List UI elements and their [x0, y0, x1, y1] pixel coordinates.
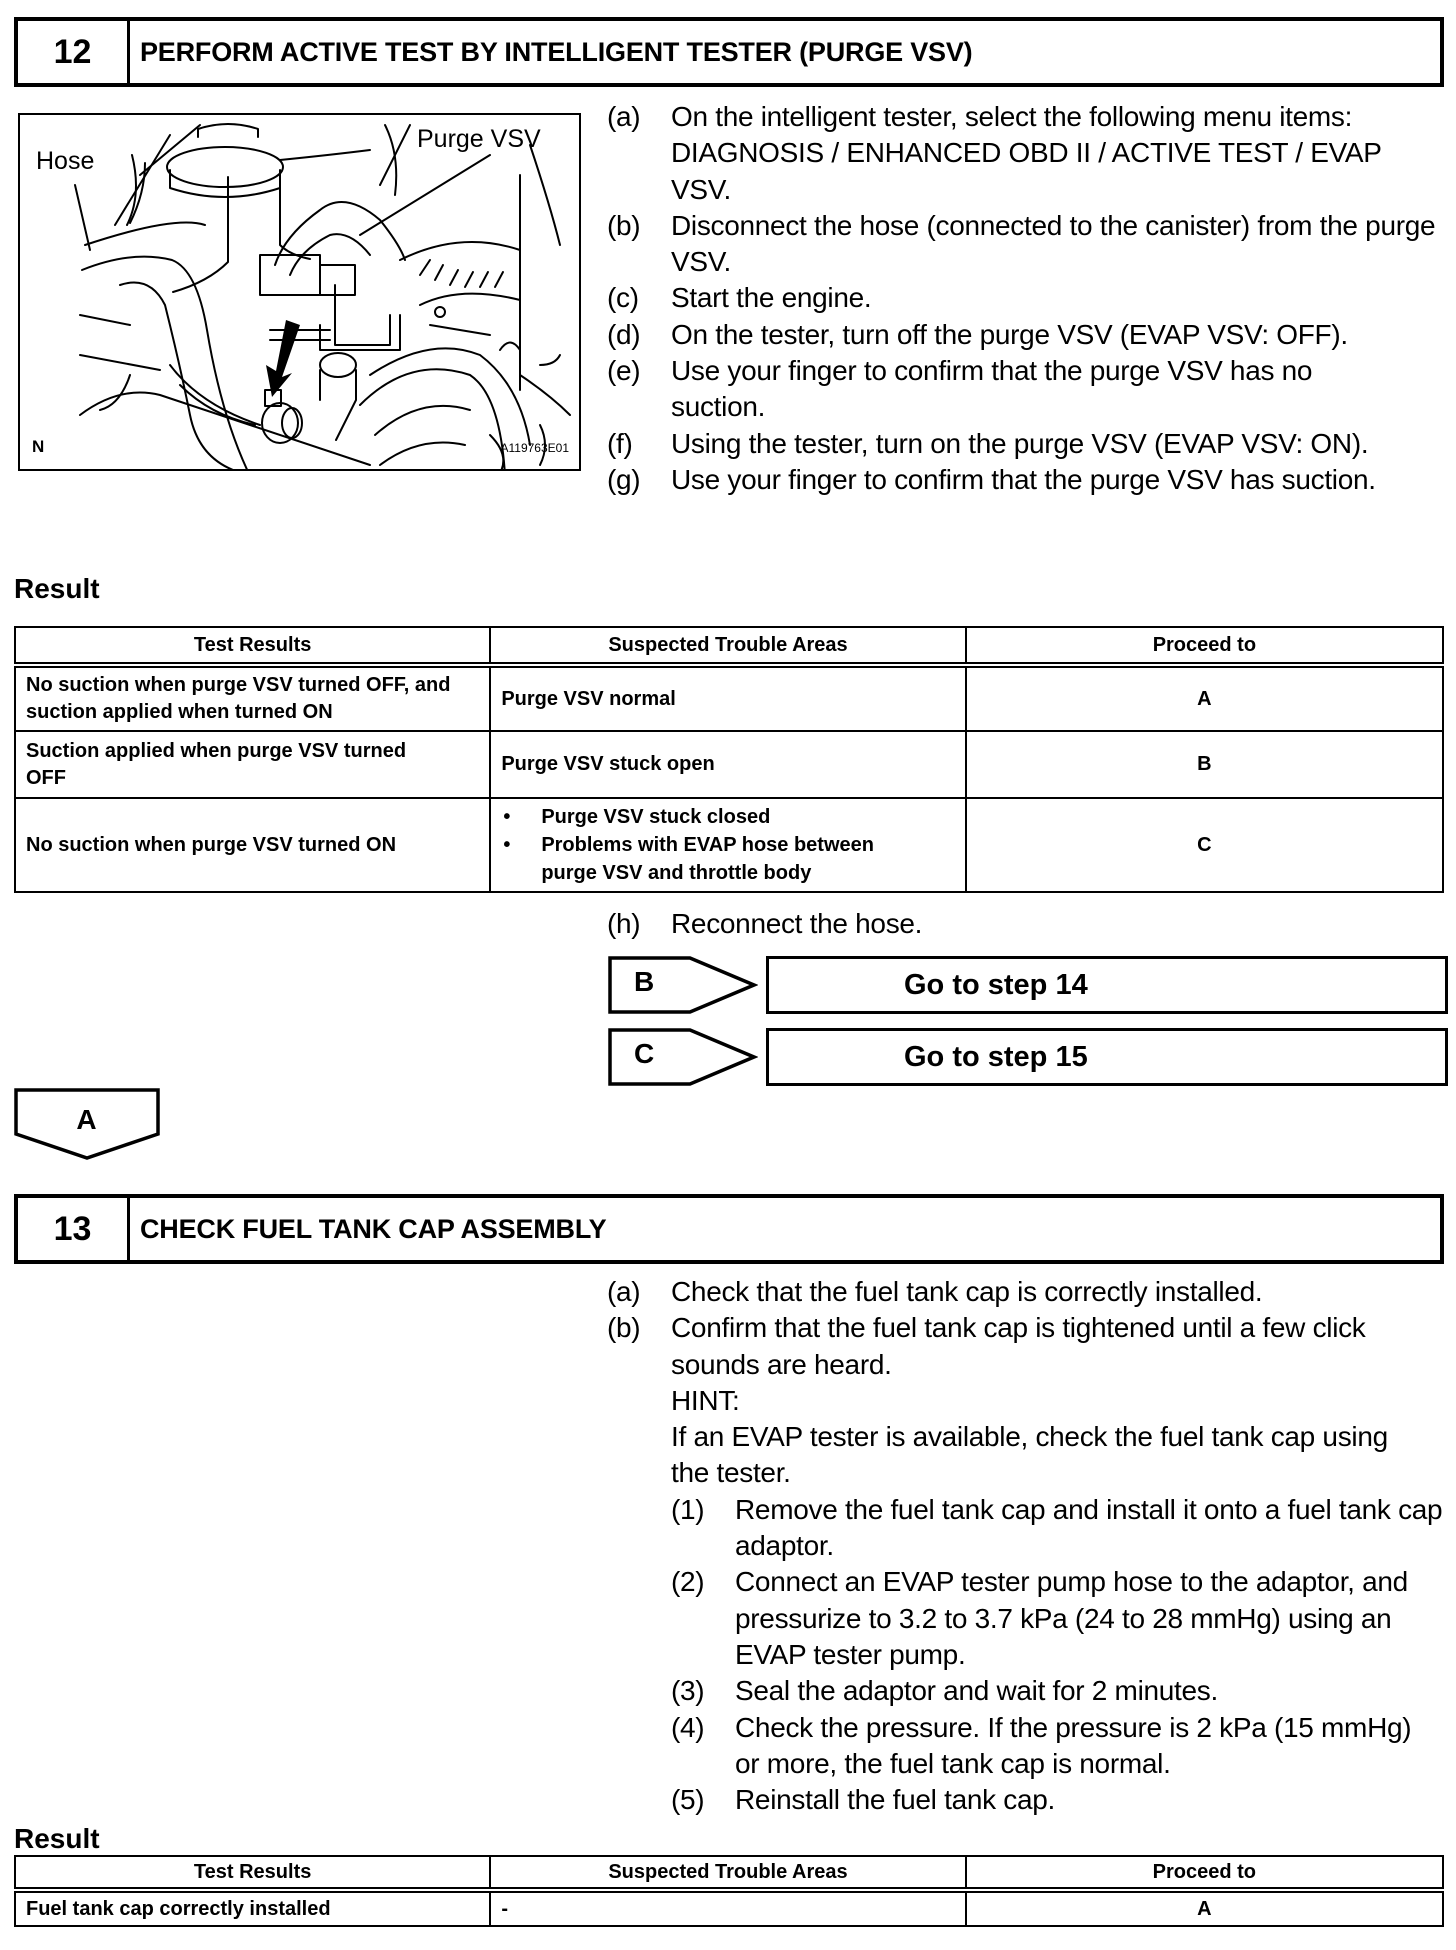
cell-proceed-to: B — [966, 731, 1443, 798]
instruction-text: Using the tester, turn on the purge VSV (EVAP VSV: ON). — [671, 427, 1369, 459]
sub-step-text: Reinstall the fuel tank cap. — [735, 1784, 1056, 1816]
cell-test-result: Suction applied when purge VSV turned OFF — [15, 731, 490, 798]
table-row — [15, 665, 1443, 731]
instruction-text: Check that the fuel tank cap is correctly installed. — [671, 1276, 1263, 1307]
instruction-b-body — [671, 1310, 1447, 1818]
step-13-header — [14, 1194, 1444, 1264]
table-row — [15, 798, 1443, 892]
branch-tag-letter: B — [634, 966, 655, 997]
instruction-label: (b) — [607, 209, 641, 241]
instruction-label: (b) — [607, 1312, 641, 1344]
instruction-b — [607, 208, 1447, 281]
column-header-trouble-areas: Suspected Trouble Areas — [490, 627, 965, 665]
purge-vsv-illustration — [18, 113, 581, 471]
instruction-f — [607, 426, 1447, 462]
sub-step-text: Seal the adaptor and wait for 2 minutes. — [735, 1675, 1218, 1707]
instruction-h-row — [607, 906, 1447, 942]
result-heading: Result — [14, 573, 100, 604]
table-row — [15, 731, 1443, 798]
column-header-trouble-areas: Suspected Trouble Areas — [490, 1856, 965, 1890]
cell-proceed-to: A — [966, 665, 1443, 731]
cell-test-result: No suction when purge VSV turned ON — [15, 798, 490, 892]
sub-step-label: (2) — [671, 1566, 705, 1598]
table-header-row — [15, 627, 1443, 665]
instruction-label: (c) — [607, 282, 639, 314]
instruction-text: On the tester, turn off the purge VSV (EVAP VSV: OFF). — [671, 318, 1348, 350]
bullet-icon: • — [503, 806, 511, 828]
instruction-text: On the intelligent tester, select the following menu items: DIAGNOSIS / ENHANCED OBD II / ACTIVE TEST / EVAP VSV. — [671, 101, 1382, 205]
step-number: 13 — [18, 1198, 130, 1260]
list-item — [501, 803, 954, 831]
step-12-header — [14, 17, 1444, 87]
sub-step-label: (3) — [671, 1675, 705, 1707]
cell-trouble-area: Purge VSV normal — [490, 665, 965, 731]
sub-step-label: (5) — [671, 1784, 705, 1816]
column-header-test-results: Test Results — [15, 1856, 490, 1890]
sub-step-text: Connect an EVAP tester pump hose to the adaptor, and pressurize to 3.2 to 3.7 kPa (24 to 28 mmHg) using an EVAP tester pump. — [735, 1566, 1408, 1670]
instruction-b — [607, 1310, 1447, 1818]
instruction-a — [607, 1274, 1447, 1310]
column-header-test-results: Test Results — [15, 627, 490, 665]
continue-tag-a[interactable] — [14, 1088, 162, 1165]
list-item — [501, 831, 954, 887]
instruction-text: Disconnect the hose (connected to the canister) from the purge VSV. — [671, 209, 1436, 278]
column-header-proceed-to: Proceed to — [966, 1856, 1443, 1890]
instruction-d — [607, 317, 1447, 353]
sub-step-label: (1) — [671, 1493, 705, 1525]
branch-tag-b-icon — [608, 956, 758, 1014]
sub-step-label: (4) — [671, 1711, 705, 1743]
continue-tag-letter: A — [76, 1104, 97, 1135]
branch-tag-c-icon — [608, 1028, 758, 1086]
figure-code: A119763E01 — [500, 441, 569, 455]
table-row — [15, 1890, 1443, 1926]
instruction-g — [607, 462, 1447, 498]
step-13-result-table — [14, 1855, 1444, 1927]
instruction-e — [607, 353, 1447, 426]
cell-trouble-area: - — [490, 1890, 965, 1926]
instruction-text: Start the engine. — [671, 282, 872, 314]
sub-step-5 — [671, 1782, 1447, 1818]
trouble-areas-list — [501, 803, 954, 887]
instruction-c — [607, 280, 1447, 316]
figure-label-n: N — [32, 437, 45, 456]
engine-line-drawing — [20, 115, 581, 471]
step-12-instructions — [607, 99, 1447, 498]
instruction-label: (d) — [607, 318, 641, 350]
instruction-text: Confirm that the fuel tank cap is tightened until a few click sounds are heard. — [671, 1312, 1366, 1380]
step-title: PERFORM ACTIVE TEST BY INTELLIGENT TESTER (PURGE VSV) — [140, 36, 973, 67]
instruction-label: (g) — [607, 463, 641, 495]
step-title: CHECK FUEL TANK CAP ASSEMBLY — [140, 1213, 607, 1244]
cell-test-result: No suction when purge VSV turned OFF, and suction applied when turned ON — [15, 665, 490, 731]
instruction-label: (f) — [607, 427, 633, 459]
sub-step-3 — [671, 1673, 1447, 1709]
bullet-icon: • — [503, 834, 511, 856]
column-header-proceed-to: Proceed to — [966, 627, 1443, 665]
cell-trouble-area: Purge VSV stuck open — [490, 731, 965, 798]
goto-step-link[interactable]: Go to step 14 — [766, 956, 1448, 1014]
step-number: 12 — [18, 21, 130, 83]
goto-step-link[interactable]: Go to step 15 — [766, 1028, 1448, 1086]
cell-trouble-areas-list — [490, 798, 965, 892]
sub-step-2 — [671, 1564, 1447, 1673]
instruction-text: Use your finger to confirm that the purge VSV has no suction. — [671, 355, 1313, 423]
arrow-icon — [266, 320, 300, 397]
list-item-text: Purge VSV stuck closed — [541, 806, 771, 828]
cell-test-result: Fuel tank cap correctly installed — [15, 1890, 490, 1926]
instruction-text: Use your finger to confirm that the purge VSV has suction. — [671, 463, 1376, 495]
instruction-h — [607, 906, 1447, 942]
figure-label-purge-vsv: Purge VSV — [417, 125, 541, 153]
hint-label: HINT: — [671, 1384, 740, 1416]
sub-step-1 — [671, 1492, 1447, 1565]
table-header-row — [15, 1856, 1443, 1890]
cell-proceed-to: C — [966, 798, 1443, 892]
instruction-label: (a) — [607, 101, 641, 132]
step-12-result-table — [14, 626, 1444, 893]
sub-step-4 — [671, 1710, 1447, 1783]
figure-label-hose: Hose — [36, 147, 95, 175]
instruction-label: (h) — [607, 908, 641, 939]
instruction-label: (e) — [607, 355, 641, 387]
sub-step-text: Check the pressure. If the pressure is 2 kPa (15 mmHg) or more, the fuel tank cap is normal. — [735, 1711, 1412, 1779]
instruction-text: Reconnect the hose. — [671, 908, 923, 939]
cell-proceed-to: A — [966, 1890, 1443, 1926]
instruction-a — [607, 99, 1447, 208]
instruction-label: (a) — [607, 1276, 641, 1307]
result-heading: Result — [14, 1823, 100, 1854]
sub-step-text: Remove the fuel tank cap and install it onto a fuel tank cap adaptor. — [735, 1493, 1443, 1562]
hint-text: If an EVAP tester is available, check the fuel tank cap using the tester. — [671, 1421, 1388, 1489]
step-13-instructions — [607, 1274, 1447, 1818]
list-item-text: Problems with EVAP hose between purge VSV and throttle body — [541, 834, 874, 884]
branch-tag-letter: C — [634, 1038, 655, 1069]
